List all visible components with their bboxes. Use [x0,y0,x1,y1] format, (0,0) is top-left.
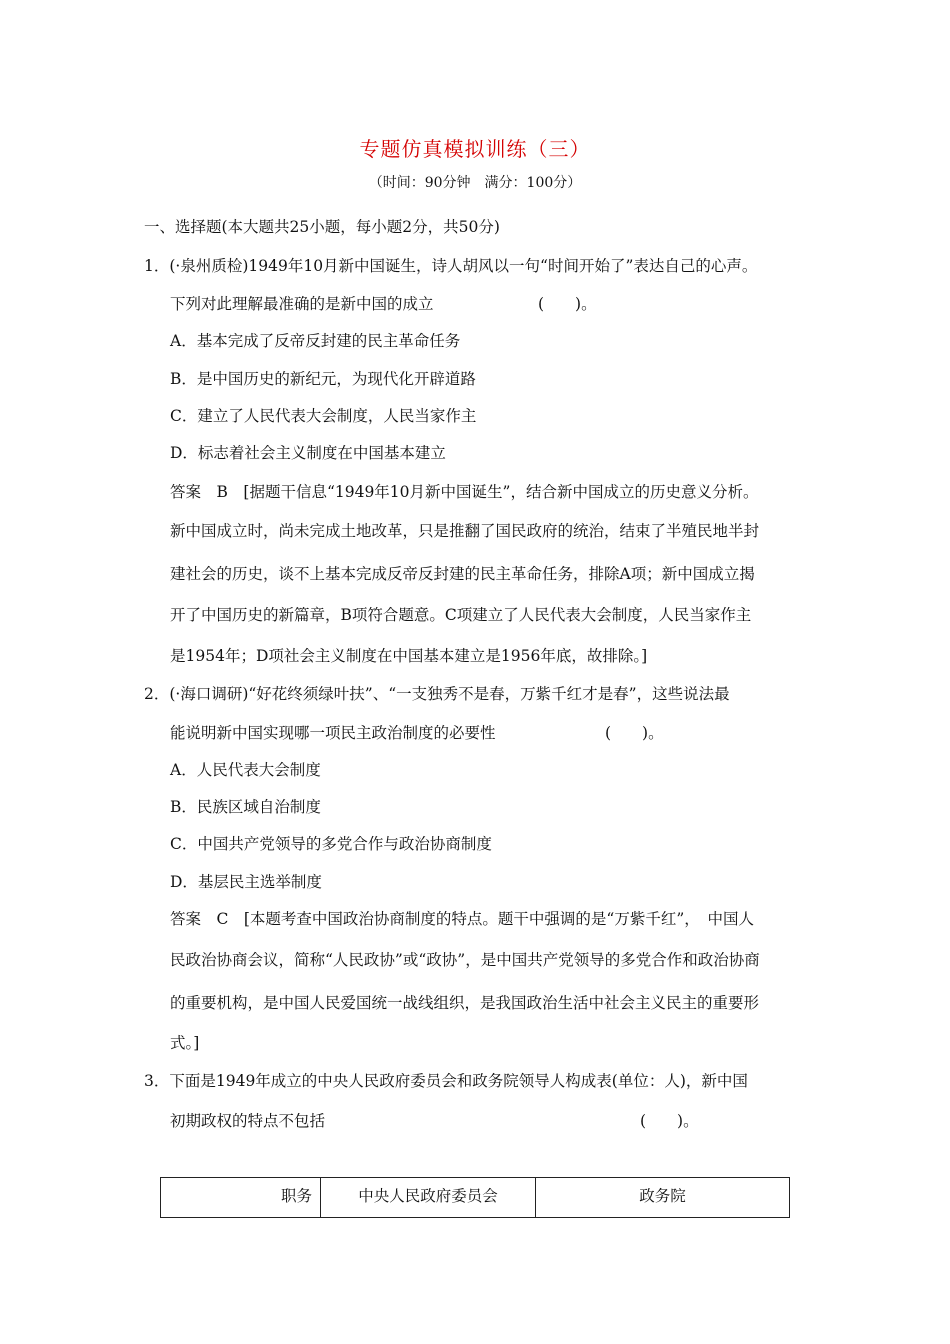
q3-stem-line2: 初期政权的特点不包括 [170,1112,326,1130]
q1-answer-line: 新中国成立时，尚未完成土地改革，只是推翻了国民政府的统治，结束了半殖民地半封 [170,522,760,540]
q2-option-c: C．中国共产党领导的多党合作与政治协商制度 [170,835,492,853]
q1-option-c: C．建立了人民代表大会制度，人民当家作主 [170,407,477,425]
q2-option-a: A．人民代表大会制度 [170,761,321,779]
table-header-row [161,1178,790,1218]
section-heading: 一、选择题(本大题共25小题，每小题2分，共50分) [144,218,500,236]
q2-answer-line: 式。] [170,1034,200,1052]
q1-option-a: A．基本完成了反帝反封建的民主革命任务 [170,332,461,350]
table-header-cell: 政务院 [536,1178,790,1218]
q2-stem-line2: 能说明新中国实现哪一项民主政治制度的必要性 [170,724,496,742]
q2-answer-line: 答案 C [本题考查中国政治协商制度的特点。题干中强调的是“万紫千红”， 中国人 [170,910,755,928]
table-header-cell: 职务 [161,1178,321,1218]
q2-stem-line1: 2．(·海口调研)“好花终须绿叶扶”、“一支独秀不是春，万紫千红才是春”，这些说法最 [144,685,730,703]
page-title: 专题仿真模拟训练（三） [359,137,591,161]
q2-answer-blank: ( )。 [605,724,664,742]
q1-answer-line: 建社会的历史，谈不上基本完成反帝反封建的民主革命任务，排除A项；新中国成立揭 [170,565,755,583]
q2-option-d: D．基层民主选举制度 [170,873,322,891]
q1-option-d: D．标志着社会主义制度在中国基本建立 [170,444,446,462]
q3-stem-line1: 3．下面是1949年成立的中央人民政府委员会和政务院领导人构成表(单位：人)，新中国 [144,1072,748,1090]
q1-answer-line: 开了中国历史的新篇章，B项符合题意。C项建立了人民代表大会制度，人民当家作主 [170,606,752,624]
leadership-table [160,1177,790,1218]
q2-option-b: B．民族区域自治制度 [170,798,321,816]
q1-stem-line1: 1．(·泉州质检)1949年10月新中国诞生，诗人胡风以一句“时间开始了”表达自己的心声。 [144,257,758,275]
q2-answer-line: 民政治协商会议，简称“人民政协”或“政协”，是中国共产党领导的多党合作和政治协商 [170,951,760,969]
q1-option-b: B．是中国历史的新纪元，为现代化开辟道路 [170,370,476,388]
q2-answer-line: 的重要机构，是中国人民爱国统一战线组织，是我国政治生活中社会主义民主的重要形 [170,994,760,1012]
q1-answer-line: 答案 B [据题干信息“1949年10月新中国诞生”，结合新中国成立的历史意义分析。 [170,483,759,501]
q1-stem-line2: 下列对此理解最准确的是新中国的成立 [170,295,434,313]
q1-answer-line: 是1954年；D项社会主义制度在中国基本建立是1956年底，故排除。] [170,647,648,665]
table-header-cell: 中央人民政府委员会 [321,1178,536,1218]
q3-answer-blank: ( )。 [640,1112,699,1130]
q1-answer-blank: ( )。 [538,295,597,313]
page-subtitle: （时间：90分钟 满分：100分） [368,175,582,191]
